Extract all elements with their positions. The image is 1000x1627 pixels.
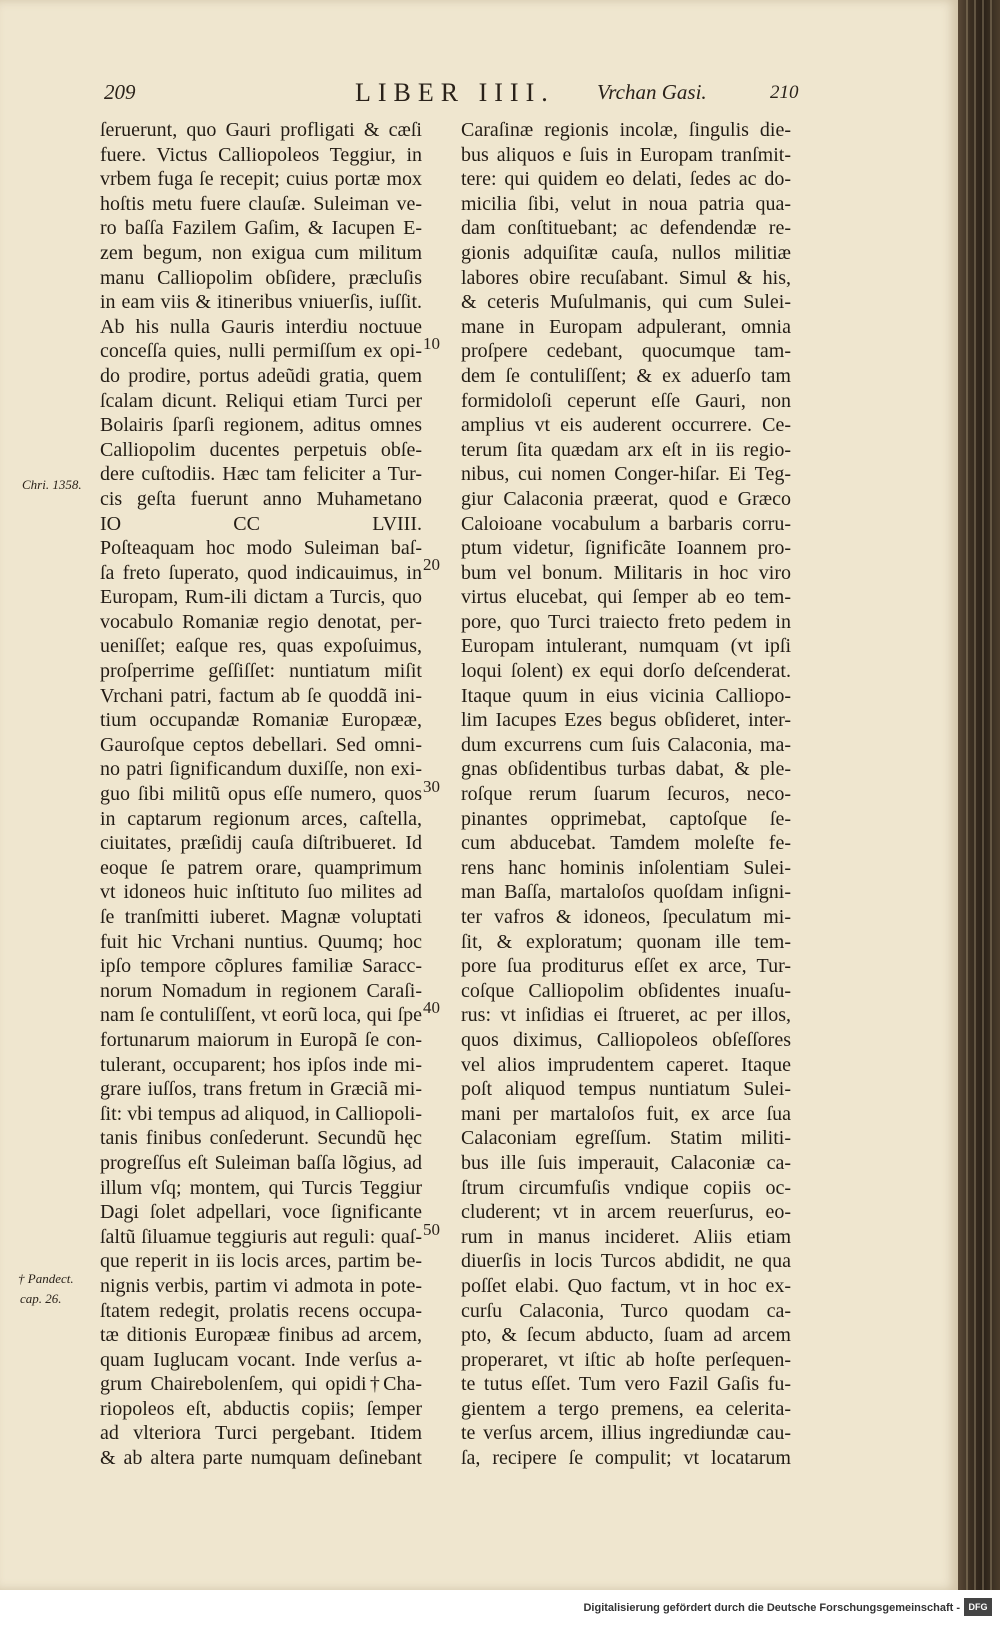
footer-credit: Digitalisierung gefördert durch die Deutsche Forschungsgemeinschaft - xyxy=(583,1602,960,1614)
text-line: mane in Europam adpulerant, omnia xyxy=(461,315,791,338)
text-line: ſcalam dicunt. Reliqui etiam Turci per xyxy=(100,389,422,412)
text-line: in captarum regionum arces, caſtella, xyxy=(100,807,422,830)
text-line: quam Iuglucam vocant. Inde verſus a- xyxy=(100,1348,422,1371)
text-line: gnas obſidentibus turbas dabat, & ple- xyxy=(461,758,791,781)
text-line: pinantes opprimebat, captoſque ſe- xyxy=(461,807,791,830)
text-line: Europam intulerant, numquam (vt ipſi xyxy=(461,635,791,658)
text-line: ueniſſet; eaſque res, quas expoſuimus, xyxy=(100,635,422,658)
text-line: ciuitates, præſidij cauſa diſtribueret. Id xyxy=(100,832,422,855)
text-line: ad vlteriora Turci pergebant. Itidem xyxy=(100,1422,422,1445)
text-line: zem begum, non exigua cum militum xyxy=(100,241,422,264)
text-line: ter vafros & idoneos, ſpeculatum mi- xyxy=(461,906,791,928)
text-line: riopoleos eſt, abductis copiis; ſemper xyxy=(100,1397,422,1420)
text-line: ſtrum circumfuſis vndique copiis oc- xyxy=(461,1176,791,1199)
text-line: rum in manus incideret. Aliis etiam xyxy=(461,1225,791,1248)
text-line: Dagi ſolet adpellari, voce ſignificante xyxy=(100,1201,422,1224)
text-line: bus aliquos e ſuis in Europam tranſmit- xyxy=(461,143,791,166)
right-column xyxy=(461,118,791,1471)
text-line: gionis adquiſitæ cauſa, nullos militiæ xyxy=(461,241,791,264)
text-line: eoque ſe patrem orare, quamprimum xyxy=(100,856,422,879)
text-line: ipſo tempore cõplures familiæ Saracc- xyxy=(100,955,422,978)
text-line: ſtatem redegit, prolatis recens occupa- xyxy=(100,1299,422,1322)
running-title: LIBER IIII. xyxy=(355,78,555,107)
text-line: in eam viis & itineribus vniuerſis, iuſſit. xyxy=(100,291,422,314)
text-line: Calliopolim ducentes perpetuis obſe- xyxy=(100,438,422,461)
text-line: nibus, cui nomen Conger-hiſar. Ei Teg- xyxy=(461,463,791,486)
text-line: tium occupandæ Romaniæ Europææ, xyxy=(100,709,422,732)
text-line: vel alios imprudentem caperet. Itaque xyxy=(461,1053,791,1076)
text-line: dum excurrens cum ſuis Calaconia, ma- xyxy=(461,733,791,756)
text-line: gientem a tergo premens, ea celerita- xyxy=(461,1397,791,1420)
text-line: lim Iacupes Ezes begus obſideret, inter- xyxy=(461,709,791,732)
text-line: terum ſita quædam arx eſt in iis regio- xyxy=(461,438,791,461)
text-line: dem ſe contuliſſent; & ex aduerſo tam xyxy=(461,364,791,387)
text-line: Caraſinæ regionis incolæ, ſingulis die- xyxy=(461,119,791,141)
text-line: Poſteaquam hoc modo Suleiman baſ- xyxy=(100,537,422,560)
running-head-right: Vrchan Gasi. xyxy=(597,80,707,104)
text-line: Vrchani patri, factum ab ſe quoddã ini- xyxy=(100,684,422,707)
text-line: vocabulo Romaniæ regio denotat, per- xyxy=(100,610,422,633)
text-line: tulerant, occuparent; hos ipſos inde mi- xyxy=(100,1053,422,1076)
text-line: proſperrime geſſiſſet: nuntiatum miſit xyxy=(100,660,422,683)
text-line: diuerſis in locis Turcos abdidit, ne qua xyxy=(461,1250,791,1273)
text-line: nignis verbis, partim vi admota in pote- xyxy=(100,1274,422,1297)
text-line: & ab altera parte numquam deſinebant xyxy=(100,1447,422,1470)
text-line: mani per martaloſos fuit, ex arce ſua xyxy=(461,1102,791,1125)
line-number-30: 30 xyxy=(423,777,440,796)
text-line: no patri ſignificandum duxiſſe, non exi- xyxy=(100,758,422,781)
text-line: fuit hic Vrchani nuntius. Quumq; hoc xyxy=(100,930,422,953)
text-line: IO CC LVIII. xyxy=(100,512,422,535)
footer-bar xyxy=(0,1590,1000,1627)
text-line: dam conſtituebant; ac defendendæ re- xyxy=(461,217,791,240)
text-line: que reperit in iis locis arces, partim be- xyxy=(100,1250,422,1273)
text-line: dere cuſtodiis. Hæc tam feliciter a Tur- xyxy=(100,463,422,486)
line-number-40: 40 xyxy=(423,998,440,1017)
text-line: illum vſq; montem, qui Turcis Teggiur xyxy=(100,1176,422,1199)
margin-note-ref-1: † Pandect. xyxy=(18,1271,74,1286)
text-line: norum Nomadum in regionem Caraſi- xyxy=(100,979,422,1002)
page-header xyxy=(0,80,958,114)
text-line: curſu Calaconia, Turco quodam ca- xyxy=(461,1299,791,1322)
text-line: nam ſe contuliſſent, vt eorũ loca, qui ſpe xyxy=(100,1004,422,1027)
text-line: formidoloſi ceperunt eſſe Gauri, non xyxy=(461,389,791,412)
margin-note-ref-2: cap. 26. xyxy=(20,1291,62,1306)
text-line: properaret, vt iſtic ab hoſte perſequen- xyxy=(461,1348,791,1371)
text-line: loqui ſolent) ex equi dorſo deſcenderat. xyxy=(461,660,791,683)
text-line: Europam, Rum-ili dictam a Turcis, quo xyxy=(100,586,422,609)
text-line: virtus elucebat, qui ſemper ab eo tem- xyxy=(461,586,791,609)
text-line: micilia ſibi, velut in noua patria qua- xyxy=(461,192,791,215)
page-number-left: 209 xyxy=(104,80,136,104)
book-edge xyxy=(958,0,1000,1590)
text-line: hoſtis metu fuere clauſæ. Suleiman ve- xyxy=(100,192,422,215)
text-line: te verſus arcem, illius ingrediundæ cau- xyxy=(461,1422,791,1445)
left-column xyxy=(100,118,422,1471)
text-line: tæ ditionis Europææ finibus ad arcem, xyxy=(100,1324,422,1347)
text-line: tanis finibus conſederunt. Secundũ hęc xyxy=(100,1127,422,1150)
text-line: coſque Calliopolim obſidentes inuaſu- xyxy=(461,979,791,1002)
text-line: ro baſſa Fazilem Gaſim, & Iacupen E- xyxy=(100,217,422,240)
text-line: grare iuſſos, trans fretum in Græciã mi- xyxy=(100,1078,422,1101)
text-line: poſt aliquod tempus nuntiatum Sulei- xyxy=(461,1078,791,1101)
text-line: pto, & ſecum abducto, ſuam ad arcem xyxy=(461,1324,791,1347)
margin-note-year: Chri. 1358. xyxy=(22,477,82,492)
text-line: man Baſſa, martaloſos quoſdam inſigni- xyxy=(461,881,791,904)
text-line: Gauroſque ceptos debellari. Sed omni- xyxy=(100,733,422,756)
text-line: do prodire, portus adeũdi gratia, quem xyxy=(100,364,422,387)
text-line: bus ille ſuis imperauit, Calaconiæ ca- xyxy=(461,1151,791,1174)
text-line: & ceteris Muſulmanis, qui cum Sulei- xyxy=(461,291,791,314)
line-number-10: 10 xyxy=(423,334,440,353)
text-line: cluderent; vt in arcem reuerſurus, eo- xyxy=(461,1201,791,1224)
text-line: rus: vt inſidias ei ſtrueret, ac per illos, xyxy=(461,1004,791,1027)
text-line: progreſſus eſt Suleiman baſſa lõgius, ad xyxy=(100,1151,422,1174)
page-number-right: 210 xyxy=(770,82,799,103)
text-line: labores obire recuſabant. Simul & his, xyxy=(461,266,791,289)
text-line: guo ſibi militũ opus eſſe numero, quos xyxy=(100,783,422,806)
text-line: Bolairis ſparſi regionem, aditus omnes xyxy=(100,414,422,437)
text-line: ſaltũ ſiluamue teggiuris aut reguli: quaſ- xyxy=(100,1225,422,1248)
text-line: vt idoneos huic inſtituto ſuo milites ad xyxy=(100,881,422,904)
text-line: ptum videtur, ſignificãte Ioannem pro- xyxy=(461,537,791,560)
text-line: pore, quo Turci traiecto freto pedem in xyxy=(461,610,791,633)
text-line: Caloioane vocabulum a barbaris corru- xyxy=(461,512,791,535)
text-line: amplius vt eis auderent occurrere. Ce- xyxy=(461,414,791,437)
text-line: Calaconiam egreſſum. Statim militi- xyxy=(461,1127,791,1150)
text-line: Ab his nulla Gauris interdiu noctuue xyxy=(100,315,422,338)
line-number-50: 50 xyxy=(423,1220,440,1239)
text-line: grum Chairebolenſem, qui opidi†Cha- xyxy=(100,1373,422,1396)
text-line: ſa freto ſuperato, quod indicauimus, in xyxy=(100,561,422,584)
text-line: giur Calaconia præerat, quod e Græco xyxy=(461,487,791,510)
dfg-logo: DFG xyxy=(964,1598,992,1616)
text-line: ſa, recipere ſe compulit; vt locatarum xyxy=(461,1447,791,1470)
text-line: pore ſua proditurus eſſet ex arce, Tur- xyxy=(461,955,791,978)
text-line: ſit, & exploratum; quonam ille tem- xyxy=(461,930,791,953)
text-line: vrbem fuga ſe recepit; cuius portæ mox xyxy=(100,168,422,191)
text-line: fuere. Victus Calliopoleos Teggiur, in xyxy=(100,143,422,166)
text-line: rens hanc hominis inſolentiam Sulei- xyxy=(461,856,791,879)
text-line: proſpere cedebant, quocumque tam- xyxy=(461,340,791,363)
text-line: quos diximus, Calliopoleos obſeſſores xyxy=(461,1028,791,1051)
text-line: Itaque quum in eius vicinia Calliopo- xyxy=(461,684,791,707)
text-line: te tutus eſſet. Tum vero Fazil Gaſis fu- xyxy=(461,1373,791,1396)
line-number-20: 20 xyxy=(423,555,440,574)
text-line: roſque rerum ſuarum ſecuros, neco- xyxy=(461,783,791,806)
text-line: tere: qui quidem eo delati, ſedes ac do- xyxy=(461,168,791,191)
text-line: conceſſa quies, nulli permiſſum ex opi- xyxy=(100,340,422,363)
text-line: poſſet elabi. Quo factum, vt in hoc ex- xyxy=(461,1274,791,1297)
text-line: ſit: vbi tempus ad aliquod, in Calliopoli- xyxy=(100,1102,422,1125)
text-line: ſeruerunt, quo Gauri profligati & cæſi xyxy=(100,119,422,141)
text-line: cis geſta fuerunt anno Muhametano xyxy=(100,487,422,510)
text-line: manu Calliopolim obſidere, præcluſis xyxy=(100,266,422,289)
text-line: fortunarum maiorum in Europã ſe con- xyxy=(100,1028,422,1051)
text-line: bum vel bonum. Militaris in hoc viro xyxy=(461,561,791,584)
text-line: ſe tranſmitti iuberet. Magnæ voluptati xyxy=(100,906,422,928)
text-line: cum abducebat. Tamdem moleſte fe- xyxy=(461,832,791,855)
